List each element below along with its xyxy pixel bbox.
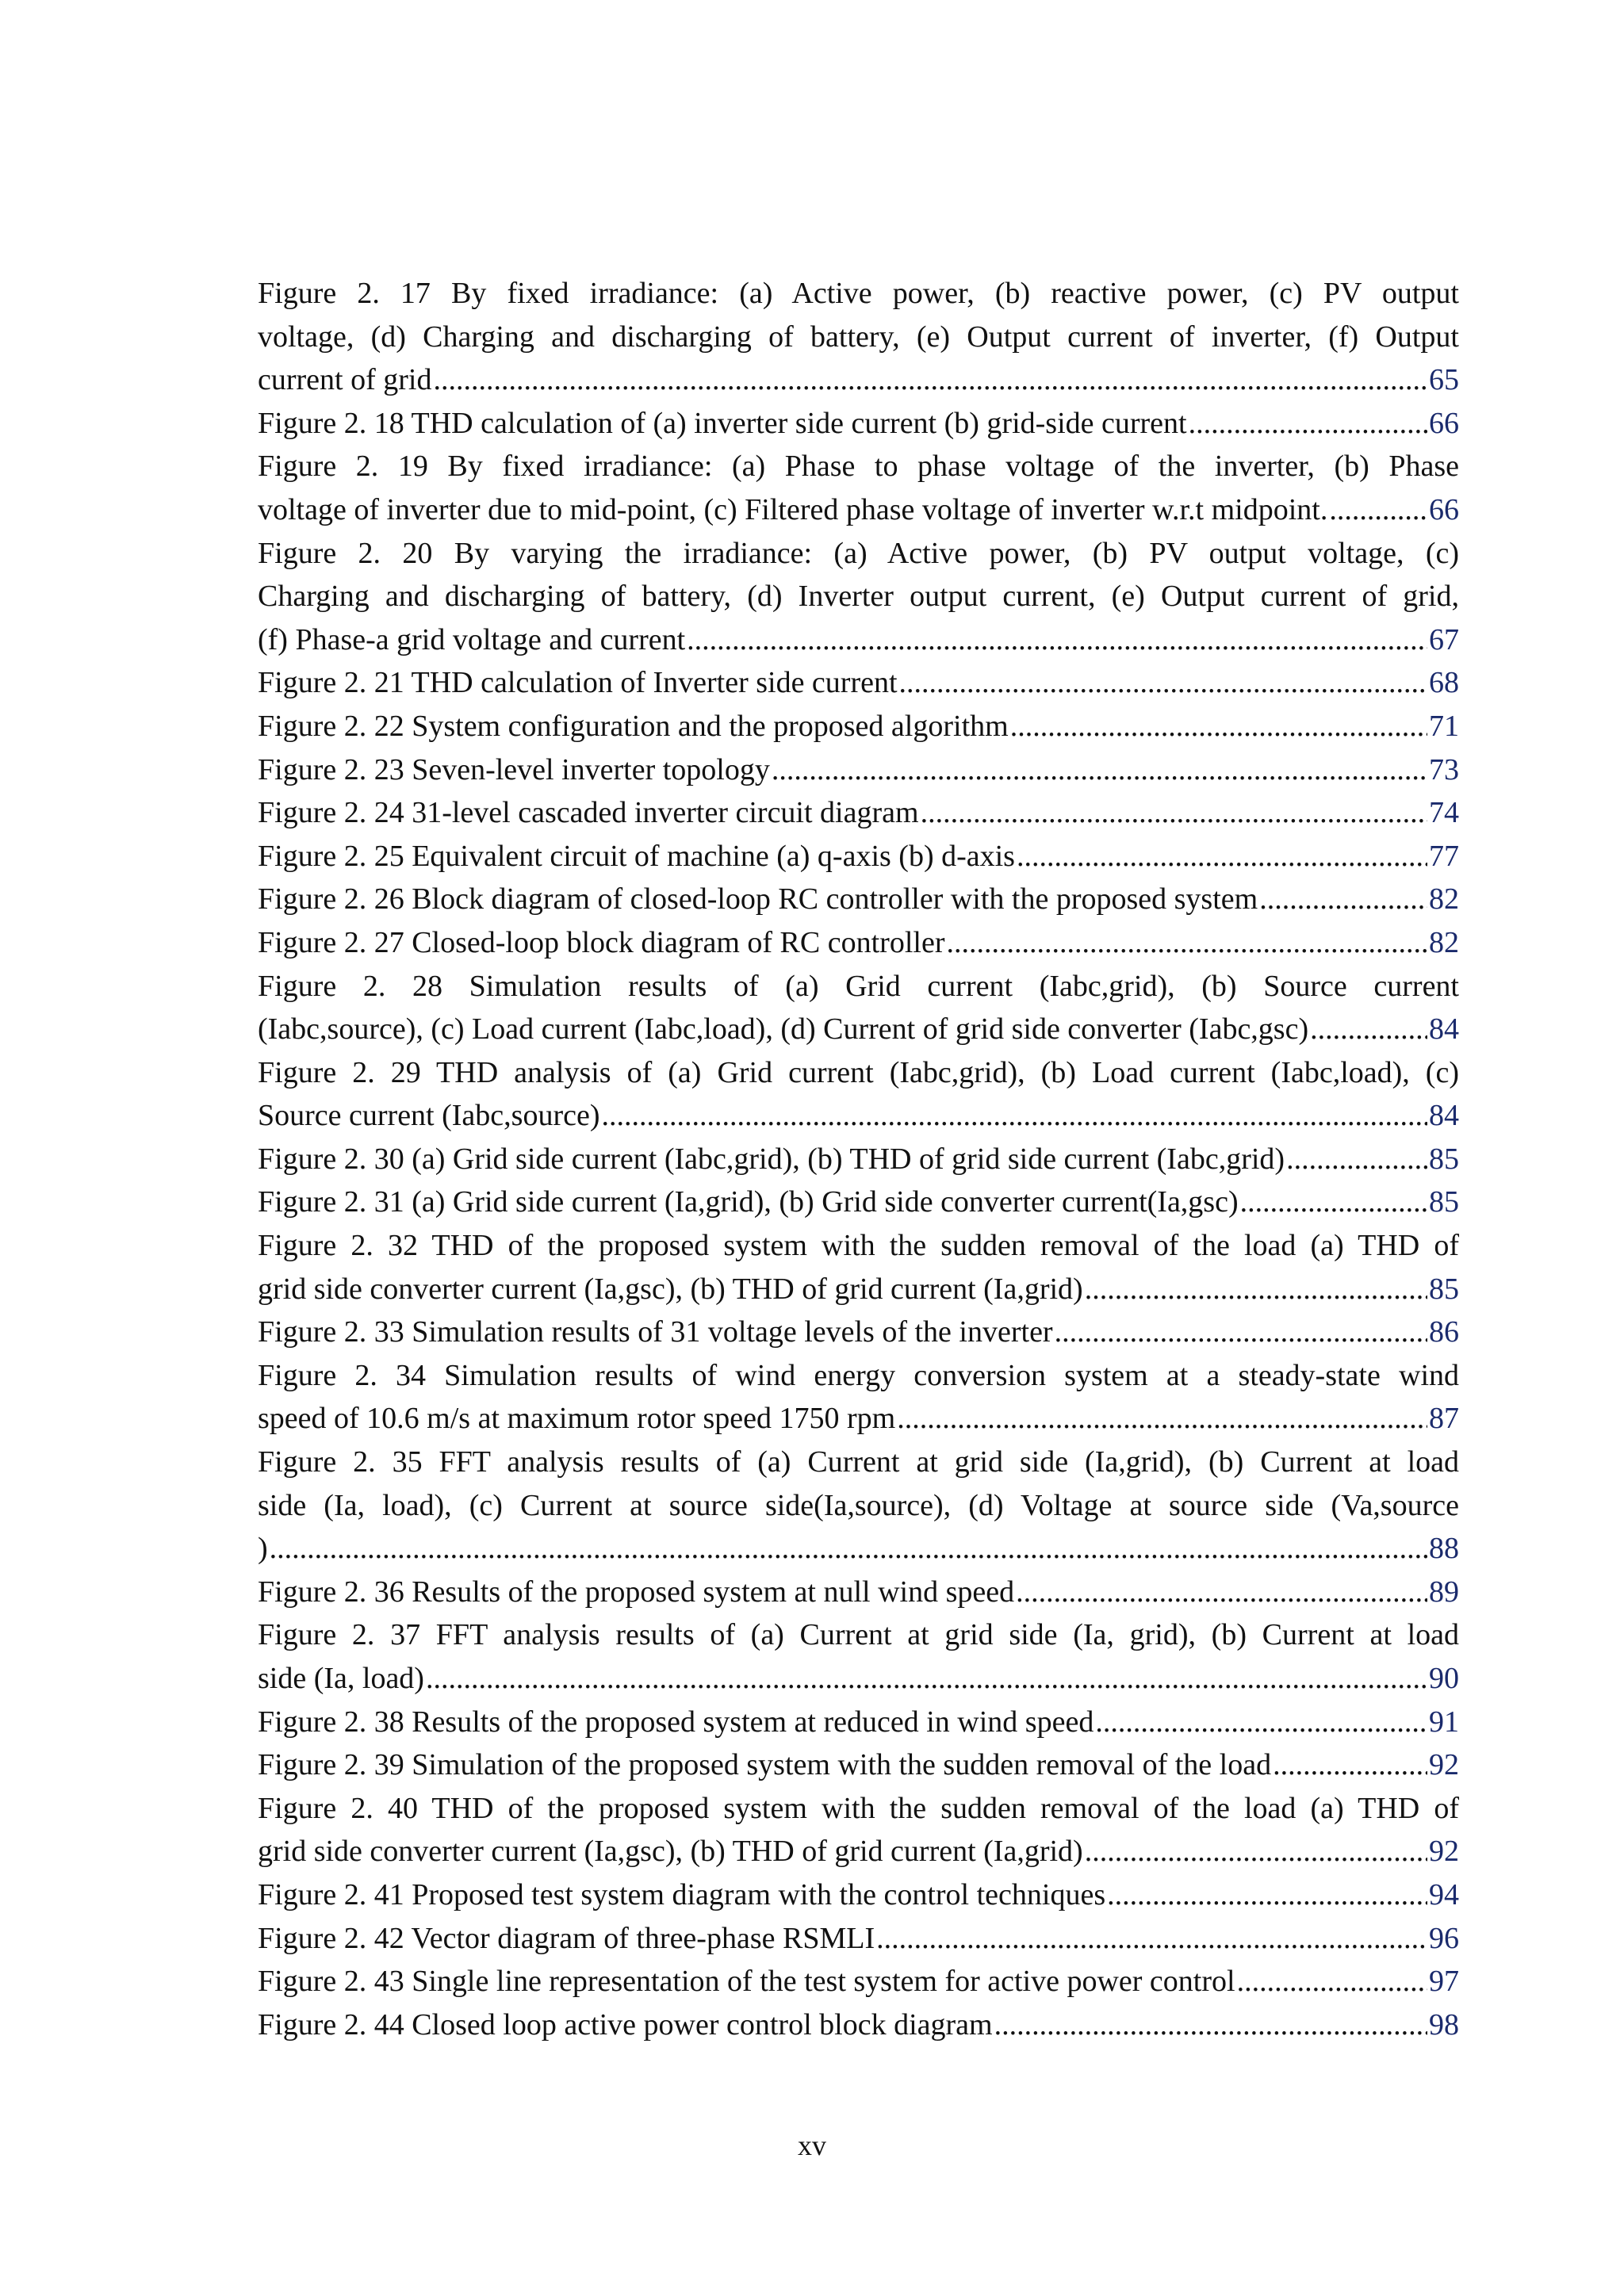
toc-entry-final-line: [258, 1008, 1459, 1051]
toc-entry-text: (Iabc,source), (c) Load current (Iabc,load), (d) Current of grid side converter (Iabc,gsc): [258, 1012, 1309, 1047]
dot-leader: [899, 661, 1427, 705]
toc-entry-final-line: [258, 748, 1459, 792]
toc-entry-final-line: [258, 1527, 1459, 1571]
toc-entry-text: (f) Phase-a grid voltage and current: [258, 622, 686, 656]
toc-entry[interactable]: [258, 445, 1459, 531]
toc-entry-final-line: [258, 1830, 1459, 1873]
toc-entry-text: Figure 2. 39 Simulation of the proposed system with the sudden removal of the load: [258, 1748, 1272, 1782]
dot-leader: [687, 618, 1427, 662]
toc-entry-text: Figure 2. 36 Results of the proposed system at null wind speed: [258, 1575, 1015, 1609]
dot-leader: [994, 2003, 1427, 2047]
dot-leader: [897, 1397, 1427, 1441]
page-link[interactable]: 88: [1429, 1532, 1459, 1566]
toc-entry-text: ): [258, 1532, 268, 1566]
toc-entry-text: Figure 2. 44 Closed loop active power control block diagram: [258, 2007, 993, 2042]
toc-entry-final-line: [258, 1094, 1459, 1138]
toc-entry[interactable]: [258, 1743, 1459, 1787]
toc-entry[interactable]: [258, 1571, 1459, 1614]
toc-entry-text: Source current (Iabc,source): [258, 1099, 600, 1133]
page-link[interactable]: 90: [1429, 1662, 1459, 1695]
list-of-figures: [258, 272, 1459, 2046]
toc-entry-line: Figure 2. 34 Simulation results of wind energy conversion system at a steady-state wind: [258, 1358, 1459, 1392]
toc-entry[interactable]: [258, 272, 1459, 402]
toc-entry-line: Figure 2. 35 FFT analysis results of (a) Current at grid side (Ia,grid), (b) Current at load: [258, 1445, 1459, 1479]
toc-entry-text: Figure 2. 42 Vector diagram of three-phase RSMLI: [258, 1921, 875, 1955]
toc-entry-final-line: [258, 661, 1459, 705]
toc-entry-text: Figure 2. 24 31-level cascaded inverter circuit diagram: [258, 796, 919, 830]
toc-entry-text: Figure 2. 22 System configuration and the proposed algorithm: [258, 709, 1009, 743]
toc-entry-final-line: [258, 618, 1459, 662]
toc-entry-final-line: [258, 1397, 1459, 1441]
toc-entry[interactable]: [258, 2003, 1459, 2047]
toc-entry[interactable]: [258, 1917, 1459, 1961]
dot-leader: [1189, 402, 1427, 446]
toc-entry-text: Figure 2. 43 Single line representation of the test system for active power control: [258, 1965, 1235, 1999]
dot-leader: [1286, 1138, 1427, 1181]
page-number: xv: [798, 2130, 826, 2161]
dot-leader: [1240, 1181, 1427, 1224]
toc-entry-final-line: [258, 1873, 1459, 1917]
page-link[interactable]: 74: [1429, 796, 1459, 830]
page-link[interactable]: 85: [1429, 1272, 1459, 1306]
toc-entry-final-line: [258, 1268, 1459, 1311]
toc-entry-final-line: [258, 1571, 1459, 1614]
dot-leader: [1017, 835, 1427, 878]
toc-entry-text: grid side converter current (Ia,gsc), (b) THD of grid current (Ia,grid): [258, 1272, 1083, 1306]
toc-entry-text: Figure 2. 25 Equivalent circuit of machine (a) q-axis (b) d-axis: [258, 839, 1015, 873]
toc-entry[interactable]: [258, 661, 1459, 705]
page-link[interactable]: 66: [1429, 492, 1459, 526]
toc-entry-text: Figure 2. 41 Proposed test system diagram with the control techniques: [258, 1877, 1106, 1911]
page-link[interactable]: 92: [1429, 1748, 1459, 1782]
toc-entry-final-line: [258, 1138, 1459, 1181]
page-link[interactable]: 85: [1429, 1142, 1459, 1176]
toc-entry-final-line: [258, 835, 1459, 878]
dot-leader: [1016, 1571, 1427, 1614]
dot-leader: [921, 791, 1427, 835]
toc-entry-final-line: [258, 791, 1459, 835]
toc-entry-text: grid side converter current (Ia,gsc), (b) THD of grid current (Ia,grid): [258, 1835, 1083, 1869]
toc-entry-text: Figure 2. 31 (a) Grid side current (Ia,grid), (b) Grid side converter current(Ia,gsc): [258, 1185, 1239, 1219]
toc-entry-text: Figure 2. 23 Seven-level inverter topology: [258, 752, 770, 786]
page-link[interactable]: 82: [1429, 882, 1459, 916]
dot-leader: [602, 1094, 1428, 1138]
toc-entry-line: Figure 2. 19 By fixed irradiance: (a) Phase to phase voltage of the inverter, (b) Phase: [258, 450, 1459, 484]
page-link[interactable]: 84: [1429, 1012, 1459, 1047]
toc-entry-line: Figure 2. 29 THD analysis of (a) Grid current (Iabc,grid), (b) Load current (Iabc,load), (c): [258, 1055, 1459, 1089]
page-link[interactable]: 92: [1429, 1835, 1459, 1869]
toc-entry-text: Figure 2. 33 Simulation results of 31 voltage levels of the inverter: [258, 1315, 1053, 1349]
toc-entry[interactable]: [258, 402, 1459, 446]
dot-leader: [1107, 1873, 1427, 1917]
toc-entry-text: voltage of inverter due to mid-point, (c) Filtered phase voltage of inverter w.r.t midpoint.: [258, 492, 1328, 526]
toc-entry-final-line: [258, 1917, 1459, 1961]
page-link[interactable]: 67: [1429, 622, 1459, 656]
toc-entry[interactable]: [258, 1441, 1459, 1571]
dot-leader: [772, 748, 1427, 792]
toc-entry[interactable]: [258, 965, 1459, 1051]
toc-entry[interactable]: [258, 1138, 1459, 1181]
toc-entry-final-line: [258, 878, 1459, 921]
toc-entry-final-line: [258, 358, 1459, 402]
dot-leader: [1237, 1960, 1427, 2003]
page-link[interactable]: 91: [1429, 1705, 1459, 1739]
toc-entry-line: Figure 2. 32 THD of the proposed system with the sudden removal of the load (a) THD of: [258, 1229, 1459, 1263]
page-link[interactable]: 71: [1429, 709, 1459, 743]
toc-entry[interactable]: [258, 1224, 1459, 1311]
toc-entry-text: Figure 2. 18 THD calculation of (a) inverter side current (b) grid-side current: [258, 406, 1187, 440]
toc-entry-final-line: [258, 1701, 1459, 1744]
dot-leader: [1085, 1268, 1427, 1311]
dot-leader: [1095, 1701, 1427, 1744]
page-link[interactable]: 65: [1429, 363, 1459, 397]
dot-leader: [946, 921, 1427, 965]
dot-leader: [1273, 1743, 1427, 1787]
toc-entry-text: Figure 2. 26 Block diagram of closed-loop RC controller with the proposed system: [258, 882, 1258, 916]
page-link[interactable]: 68: [1429, 666, 1459, 700]
page-link[interactable]: 73: [1429, 752, 1459, 786]
dot-leader: [1310, 1008, 1427, 1051]
toc-entry[interactable]: [258, 1181, 1459, 1224]
toc-entry-line: Figure 2. 37 FFT analysis results of (a) Current at grid side (Ia, grid), (b) Current at load: [258, 1618, 1459, 1652]
toc-entry-line: Figure 2. 17 By fixed irradiance: (a) Active power, (b) reactive power, (c) PV output: [258, 277, 1459, 310]
toc-entry-text: Figure 2. 38 Results of the proposed system at reduced in wind speed: [258, 1705, 1094, 1739]
toc-entry[interactable]: [258, 532, 1459, 662]
toc-entry-line: Figure 2. 20 By varying the irradiance: (a) Active power, (b) PV output voltage, (c): [258, 536, 1459, 570]
toc-entry-final-line: [258, 402, 1459, 446]
toc-entry[interactable]: [258, 1787, 1459, 1873]
toc-entry-final-line: [258, 1657, 1459, 1701]
dot-leader: [876, 1917, 1427, 1961]
toc-entry[interactable]: [258, 1051, 1459, 1138]
page-link[interactable]: 86: [1429, 1315, 1459, 1349]
toc-entry-text: Figure 2. 30 (a) Grid side current (Iabc,grid), (b) THD of grid side current (Iabc,grid): [258, 1142, 1285, 1176]
page-link[interactable]: 97: [1429, 1965, 1459, 1999]
toc-entry-final-line: [258, 1181, 1459, 1224]
page-link[interactable]: 85: [1429, 1185, 1459, 1219]
toc-entry[interactable]: [258, 1873, 1459, 1917]
toc-entry-line: side (Ia, load), (c) Current at source side(Ia,source), (d) Voltage at source side (Va,source: [258, 1488, 1459, 1522]
toc-entry[interactable]: [258, 748, 1459, 792]
toc-entry-final-line: [258, 1311, 1459, 1354]
toc-entry[interactable]: [258, 791, 1459, 835]
toc-entry-text: current of grid: [258, 363, 432, 397]
toc-entry-final-line: [258, 488, 1459, 532]
toc-entry[interactable]: [258, 1354, 1459, 1441]
toc-entry-final-line: [258, 921, 1459, 965]
page-link[interactable]: 94: [1429, 1877, 1459, 1911]
toc-entry-line: Figure 2. 40 THD of the proposed system with the sudden removal of the load (a) THD of: [258, 1791, 1459, 1825]
dot-leader: [426, 1657, 1427, 1701]
toc-entry[interactable]: [258, 1613, 1459, 1700]
toc-entry-text: speed of 10.6 m/s at maximum rotor speed 1750 rpm: [258, 1402, 896, 1436]
toc-entry[interactable]: [258, 835, 1459, 878]
toc-entry[interactable]: [258, 1311, 1459, 1354]
toc-entry-final-line: [258, 705, 1459, 748]
page-link[interactable]: 98: [1429, 2007, 1459, 2042]
page-link[interactable]: 96: [1429, 1921, 1459, 1955]
dot-leader: [433, 358, 1427, 402]
page-link[interactable]: 84: [1429, 1099, 1459, 1133]
toc-entry-text: side (Ia, load): [258, 1662, 424, 1695]
toc-entry[interactable]: [258, 921, 1459, 965]
toc-entry-final-line: [258, 1743, 1459, 1787]
toc-entry[interactable]: [258, 878, 1459, 921]
toc-entry-line: Charging and discharging of battery, (d) Inverter output current, (e) Output current of grid,: [258, 580, 1459, 614]
page-link[interactable]: 87: [1429, 1402, 1459, 1436]
toc-entry-text: Figure 2. 21 THD calculation of Inverter side current: [258, 666, 898, 700]
toc-entry[interactable]: [258, 1701, 1459, 1744]
dot-leader: [1055, 1311, 1427, 1354]
page-link[interactable]: 77: [1429, 839, 1459, 873]
dot-leader: [1329, 488, 1427, 532]
toc-entry-text: Figure 2. 27 Closed-loop block diagram of RC controller: [258, 925, 945, 959]
toc-entry[interactable]: [258, 1960, 1459, 2003]
page-link[interactable]: 89: [1429, 1575, 1459, 1609]
dot-leader: [1010, 705, 1427, 748]
dot-leader: [1085, 1830, 1427, 1873]
dot-leader: [1259, 878, 1427, 921]
toc-entry-line: voltage, (d) Charging and discharging of battery, (e) Output current of inverter, (f) Output: [258, 320, 1459, 354]
toc-entry-line: Figure 2. 28 Simulation results of (a) Grid current (Iabc,grid), (b) Source current: [258, 969, 1459, 1003]
toc-entry-final-line: [258, 2003, 1459, 2047]
page-link[interactable]: 82: [1429, 925, 1459, 959]
page-link[interactable]: 66: [1429, 406, 1459, 440]
toc-entry[interactable]: [258, 705, 1459, 748]
dot-leader: [270, 1527, 1427, 1571]
toc-entry-final-line: [258, 1960, 1459, 2003]
